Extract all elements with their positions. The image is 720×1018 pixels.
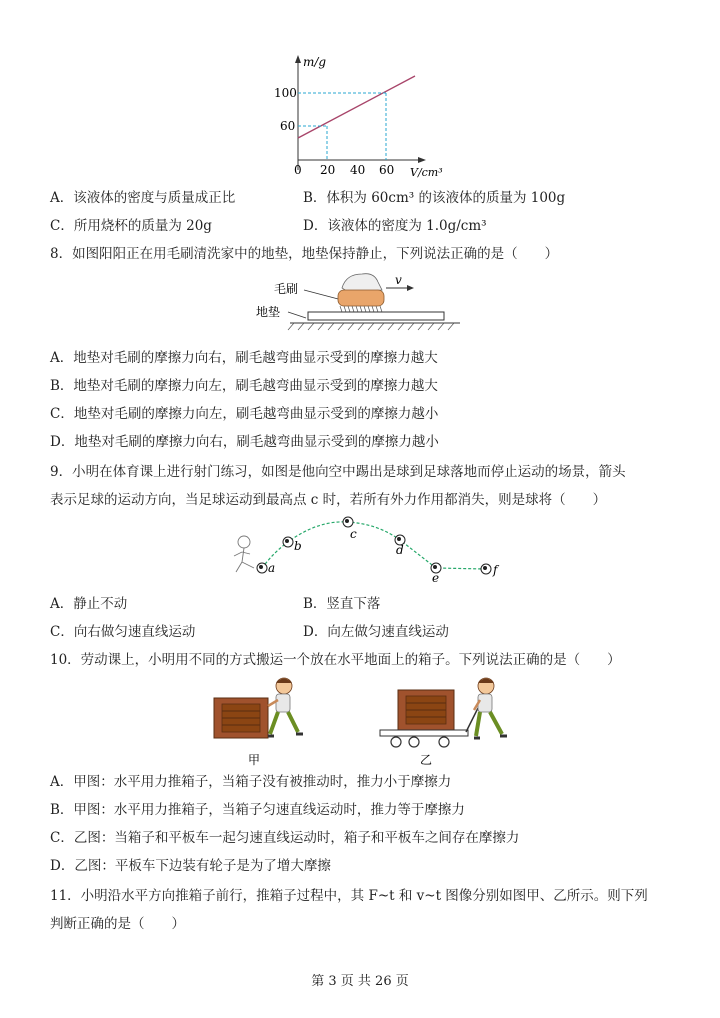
y-axis-label: m/g: [303, 55, 327, 69]
mat-label: 地垫: [256, 305, 281, 319]
kicker-icon: [234, 536, 254, 572]
q8-option-b: B．地垫对毛刷的摩擦力向左，刷毛越弯曲显示受到的摩擦力越大: [50, 378, 438, 394]
q7-option-c: C．所用烧杯的质量为 20g: [50, 218, 212, 234]
q10-option-d: D．乙图：平板车下边装有轮子是为了增大摩擦: [50, 858, 331, 874]
q10-option-a: A．甲图：水平用力推箱子，当箱子没有被推动时，推力小于摩擦力: [50, 774, 452, 790]
q10-stem: 10．劳动课上，小明用不同的方式搬运一个放在水平地面上的箱子。下列说法正确的是（ ）: [50, 652, 621, 668]
q11-stem-line1: 11．小明沿水平方向推箱子前行，推箱子过程中，其 F~t 和 v~t 图像分别如图甲、乙所示。则下列: [50, 888, 648, 904]
box-pushing-figure: [208, 674, 528, 770]
q9-stem-line2: 表示足球的运动方向，当足球运动到最高点 c 时，若所有外力作用都消失，则是球将（ ）: [50, 492, 607, 508]
balls: [257, 517, 491, 574]
brush-label: 毛刷: [274, 282, 299, 296]
point-d: d: [396, 543, 404, 557]
point-a: a: [268, 561, 276, 575]
x-axis-label: V/cm³: [410, 166, 443, 179]
q9-option-a: A．静止不动: [50, 596, 128, 612]
boy-jia-icon: [268, 678, 303, 736]
q7-option-a: A．该液体的密度与质量成正比: [50, 190, 236, 206]
brush-bristles: [340, 306, 382, 312]
q8-option-a: A．地垫对毛刷的摩擦力向右，刷毛越弯曲显示受到的摩擦力越大: [50, 350, 438, 366]
y-tick-60: 60: [280, 119, 296, 133]
point-b: b: [294, 539, 302, 553]
hand-icon: [342, 274, 382, 292]
page-footer: 第 3 页 共 26 页: [311, 974, 409, 989]
q7-option-b: B．体积为 60cm³ 的该液体的质量为 100g: [303, 190, 566, 206]
fig-label-jia: 甲: [248, 753, 261, 767]
q9-option-b: B．竖直下落: [303, 596, 381, 612]
q11-stem-line2: 判断正确的是（ ）: [50, 916, 185, 932]
crate-yi: [398, 690, 454, 730]
q9-stem-line1: 9．小明在体育课上进行射门练习，如图是他向空中踢出是球到足球落地而停止运动的场景，箭头: [50, 464, 626, 480]
x-axis-arrow: [418, 157, 426, 163]
brush-mat-figure: [250, 268, 465, 340]
q8-option-d: D．地垫对毛刷的摩擦力向右，刷毛越弯曲显示受到的摩擦力越小: [50, 434, 439, 450]
point-c: c: [350, 527, 357, 541]
crate-jia: [214, 698, 268, 738]
x-tick-20: 20: [320, 163, 336, 177]
q9-option-c: C．向右做匀速直线运动: [50, 624, 196, 640]
x-tick-60: 60: [379, 163, 395, 177]
q8-stem: 8．如图阳阳正在用毛刷清洗家中的地垫，地垫保持静止，下列说法正确的是（ ）: [50, 246, 559, 262]
boy-yi-icon: [474, 678, 507, 738]
fig-label-yi: 乙: [420, 753, 433, 767]
football-trajectory-figure: [228, 512, 508, 584]
x-tick-40: 40: [350, 163, 366, 177]
point-f: f: [493, 563, 498, 577]
point-e: e: [432, 571, 440, 584]
q8-option-c: C．地垫对毛刷的摩擦力向左，刷毛越弯曲显示受到的摩擦力越小: [50, 406, 439, 422]
mat: [308, 312, 444, 320]
q10-option-c: C．乙图：当箱子和平板车一起匀速直线运动时，箱子和平板车之间存在摩擦力: [50, 830, 520, 846]
q9-option-d: D．向左做匀速直线运动: [303, 624, 449, 640]
y-axis-arrow: [295, 55, 301, 63]
data-line: [298, 76, 415, 138]
x-tick-0: 0: [294, 163, 302, 177]
mass-volume-graph: [270, 52, 460, 184]
brush-block: [338, 290, 384, 306]
q7-option-d: D．该液体的密度为 1.0g/cm³: [303, 218, 487, 234]
q10-option-b: B．甲图：水平用力推箱子，当箱子匀速直线运动时，推力等于摩擦力: [50, 802, 465, 818]
y-tick-100: 100: [274, 86, 297, 100]
velocity-label: v: [395, 273, 402, 287]
